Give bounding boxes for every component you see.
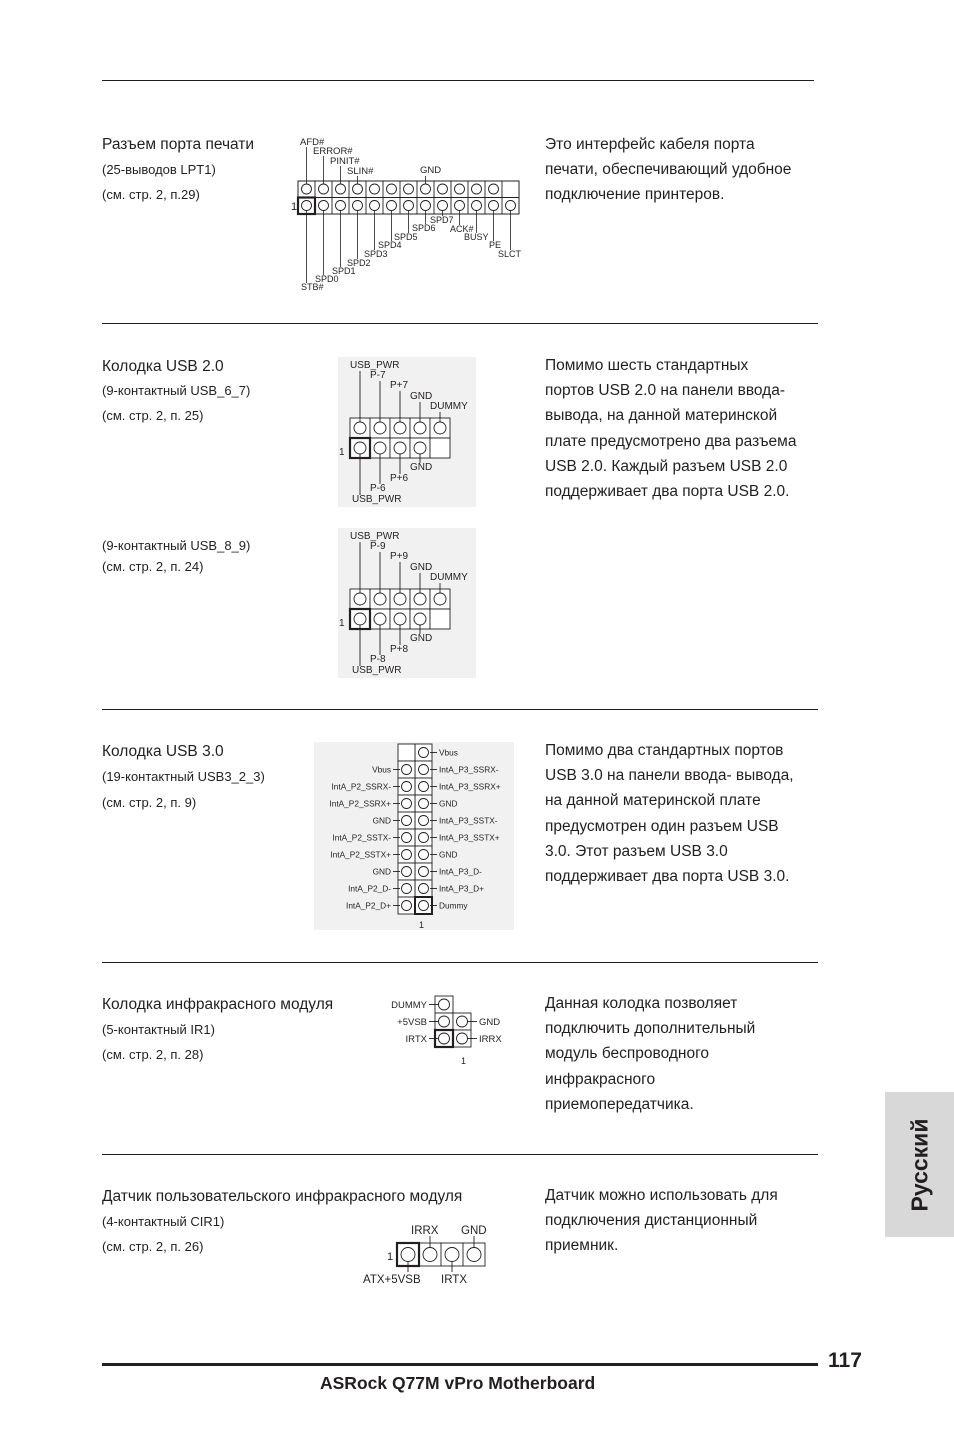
lpt-label-spd3: SPD3 xyxy=(364,249,388,259)
lpt-label-pinit: PINIT# xyxy=(330,156,360,167)
lpt-label-spd0: SPD0 xyxy=(315,274,339,284)
gnd-top-label: GND xyxy=(410,391,433,402)
lpt-label-spd2: SPD2 xyxy=(347,258,371,268)
usb3-pin-cell xyxy=(398,829,415,846)
p-plus-bottom-label: P+6 xyxy=(390,473,409,484)
cir-desc-line: приемник. xyxy=(545,1237,619,1255)
cir-description xyxy=(545,1183,835,1259)
usb2-description xyxy=(545,353,835,504)
ir-desc-line: модуль беспроводного xyxy=(545,1045,710,1063)
usb-6-7-connector-diagram xyxy=(338,357,476,507)
footer-rule xyxy=(102,1363,818,1366)
cir-desc-line: Датчик можно использовать для xyxy=(545,1187,778,1204)
usb3-pin-cell xyxy=(415,795,432,812)
cir-title: Датчик пользовательского инфракрасного модуля xyxy=(102,1188,463,1205)
lpt-label-ack: ACK# xyxy=(450,224,474,234)
usb2-desc-line: плате предусмотрено два разъема xyxy=(545,432,797,450)
usb3-right-label: GND xyxy=(439,798,458,809)
p-minus-top-label: P-9 xyxy=(370,541,386,552)
usb2-subtitle: (9-контактный USB_6_7) xyxy=(102,383,251,398)
section-divider xyxy=(102,962,818,963)
lpt-label-spd7: SPD7 xyxy=(430,215,454,225)
usb3-pin-cell xyxy=(415,778,432,795)
gnd-bottom-label: GND xyxy=(410,633,433,644)
usb3-right-label: IntA_P3_D- xyxy=(439,866,482,877)
p-plus-bottom-label: P+8 xyxy=(390,644,409,655)
usb3-right-label: GND xyxy=(439,849,458,860)
usb3-empty-cell xyxy=(398,744,415,761)
usb3-desc-line: поддерживает два порта USB 3.0. xyxy=(545,868,790,886)
cir-desc-line: подключения дистанционный xyxy=(545,1212,758,1230)
usb3-left-label: GND xyxy=(372,815,391,826)
usb2-desc-line: Помимо шесть стандартных xyxy=(545,357,749,374)
usb3-desc-line: Помимо два стандартных портов xyxy=(545,742,784,759)
p-plus-top-label: P+9 xyxy=(390,551,409,562)
usb3-right-label: Dummy xyxy=(439,900,468,911)
usb2-desc-line: поддерживает два порта USB 2.0. xyxy=(545,483,790,501)
usb3-connector-diagram xyxy=(314,742,514,930)
ir-subtitle: (5-контактный IR1) xyxy=(102,1022,215,1037)
lpt-desc-line: печати, обеспечивающий удобное xyxy=(545,161,792,179)
usb2-page-ref-2: (см. стр. 2, п. 24) xyxy=(102,559,204,574)
ir-5vsb-label: +5VSB xyxy=(397,1017,427,1028)
ir-gnd-label: GND xyxy=(479,1017,501,1028)
usb3-pin1-label: 1 xyxy=(419,920,425,930)
lpt-label-stb: STB# xyxy=(301,282,324,292)
usb-pwr-top-label: USB_PWR xyxy=(350,531,400,542)
usb3-desc-line: 3.0. Этот разъем USB 3.0 xyxy=(545,842,728,860)
cir-gnd-label: GND xyxy=(461,1225,487,1237)
usb-pwr-bottom-label: USB_PWR xyxy=(352,494,402,505)
lpt-title: Разъем порта печати xyxy=(102,136,255,153)
dummy-label: DUMMY xyxy=(430,401,468,412)
section-divider xyxy=(102,323,818,324)
section-divider xyxy=(102,709,818,710)
usb3-desc-line: USB 3.0 на панели ввода- вывода, xyxy=(545,767,794,785)
language-tab-label: Русский xyxy=(906,1118,932,1211)
usb3-description xyxy=(545,738,835,889)
lpt-desc-line: Это интерфейс кабеля порта xyxy=(545,136,755,153)
lpt-label-busy: BUSY xyxy=(464,232,489,242)
p-minus-bottom-label: P-6 xyxy=(370,483,386,494)
ir-desc-line: подключить дополнительный xyxy=(545,1020,756,1038)
usb3-pin-cell xyxy=(415,897,432,914)
usb3-left-label: Vbus xyxy=(372,764,391,775)
usb3-pin-cell xyxy=(398,812,415,829)
usb3-pin-cell xyxy=(415,846,432,863)
usb3-right-label: IntA_P3_D+ xyxy=(439,883,484,894)
usb2-pin-cell xyxy=(430,438,450,458)
usb3-left-label: IntA_P2_SSRX- xyxy=(331,781,391,792)
lpt-label-gnd: GND xyxy=(420,165,442,176)
cir-pin1-label: 1 xyxy=(387,1251,394,1263)
usb2-subtitle-2: (9-контактный USB_8_9) xyxy=(102,538,251,553)
section-divider xyxy=(102,1154,818,1155)
usb3-pin-cell xyxy=(415,880,432,897)
usb3-pin-cell xyxy=(398,863,415,880)
usb3-subtitle: (19-контактный USB3_2_3) xyxy=(102,769,265,784)
usb3-pin-cell xyxy=(415,744,432,761)
cir-connector-diagram xyxy=(360,1222,495,1288)
usb3-pin-cell xyxy=(415,863,432,880)
top-rule xyxy=(102,80,814,81)
ir-description xyxy=(545,991,835,1117)
cir-subtitle: (4-контактный CIR1) xyxy=(102,1214,225,1229)
cir-page-ref: (см. стр. 2, п. 26) xyxy=(102,1239,204,1254)
usb3-pin-cell xyxy=(398,761,415,778)
usb-pwr-bottom-label: USB_PWR xyxy=(352,665,402,676)
usb2-desc-line: вывода, на данной материнской xyxy=(545,407,778,425)
ir-connector-diagram xyxy=(380,994,515,1069)
usb3-desc-line: предусмотрен один разъем USB xyxy=(545,817,779,835)
usb2-title: Колодка USB 2.0 xyxy=(102,358,224,375)
usb2-desc-line: портов USB 2.0 на панели ввода- xyxy=(545,382,785,400)
pin1-label: 1 xyxy=(339,618,345,629)
lpt-label-error: ERROR# xyxy=(313,146,353,157)
ir-pin1-label: 1 xyxy=(461,1056,467,1066)
cir-atx-5vsb-label: ATX+5VSB xyxy=(363,1274,421,1286)
page-number: 117 xyxy=(828,1349,862,1372)
usb3-title: Колодка USB 3.0 xyxy=(102,743,224,760)
ir-page-ref: (см. стр. 2, п. 28) xyxy=(102,1047,204,1062)
ir-dummy-label: DUMMY xyxy=(391,1000,427,1011)
usb3-pin-cell xyxy=(398,846,415,863)
usb-pwr-top-label: USB_PWR xyxy=(350,360,400,371)
ir-desc-line: инфракрасного xyxy=(545,1070,656,1088)
ir-title: Колодка инфракрасного модуля xyxy=(102,996,334,1013)
usb2-desc-line: USB 2.0. Каждый разъем USB 2.0 xyxy=(545,457,788,475)
lpt-label-slin: SLIN# xyxy=(347,166,374,177)
cir-irtx-label: IRTX xyxy=(441,1274,467,1286)
lpt-label-spd5: SPD5 xyxy=(394,232,418,242)
lpt-label-afd: AFD# xyxy=(300,137,325,148)
usb3-left-label: IntA_P2_SSRX+ xyxy=(329,798,391,809)
usb3-pin-cell xyxy=(398,880,415,897)
usb2-page-ref: (см. стр. 2, п. 25) xyxy=(102,408,204,423)
usb3-pin-cell xyxy=(398,897,415,914)
p-minus-bottom-label: P-8 xyxy=(370,654,386,665)
usb3-left-label: IntA_P2_D+ xyxy=(346,900,391,911)
ir-irtx-label: IRTX xyxy=(405,1034,427,1045)
usb3-right-label: IntA_P3_SSRX- xyxy=(439,764,499,775)
lpt-pin1-label: 1 xyxy=(291,201,298,213)
usb-8-9-connector-diagram xyxy=(338,528,476,678)
ir-desc-line: приемопередатчика. xyxy=(545,1095,694,1113)
language-side-tab xyxy=(885,1092,954,1237)
usb3-page-ref: (см. стр. 2, п. 9) xyxy=(102,795,197,810)
gnd-top-label: GND xyxy=(410,562,433,573)
usb3-desc-line: на данной материнской плате xyxy=(545,792,761,810)
ir-irrx-label: IRRX xyxy=(479,1034,502,1045)
lpt-desc-line: подключение принтеров. xyxy=(545,186,725,204)
lpt-label-slct: SLCT xyxy=(498,249,522,259)
usb3-left-label: IntA_P2_D- xyxy=(348,883,391,894)
usb3-pin-cell xyxy=(415,761,432,778)
usb3-pin-cell xyxy=(415,829,432,846)
usb3-pin-cell xyxy=(398,795,415,812)
lpt-label-spd6: SPD6 xyxy=(412,223,436,233)
footer-product-name: ASRock Q77M vPro Motherboard xyxy=(320,1373,596,1393)
p-minus-top-label: P-7 xyxy=(370,370,386,381)
lpt-label-pe: PE xyxy=(489,240,502,250)
usb3-left-label: GND xyxy=(372,866,391,877)
lpt-label-spd1: SPD1 xyxy=(332,266,356,276)
lpt-page-ref: (см. стр. 2, п.29) xyxy=(102,187,200,202)
usb3-left-label: IntA_P2_SSTX- xyxy=(332,832,391,843)
lpt-description xyxy=(545,132,835,208)
lpt-subtitle: (25-выводов LPT1) xyxy=(102,162,216,177)
usb3-right-label: IntA_P3_SSTX+ xyxy=(439,832,500,843)
pin1-label: 1 xyxy=(339,447,345,458)
usb3-pin-cell xyxy=(415,812,432,829)
usb2-pin-cell xyxy=(430,609,450,629)
usb3-right-label: Vbus xyxy=(439,747,458,758)
usb3-pin-cell xyxy=(398,778,415,795)
usb3-right-label: IntA_P3_SSTX- xyxy=(439,815,498,826)
usb3-right-label: IntA_P3_SSRX+ xyxy=(439,781,501,792)
usb3-left-label: IntA_P2_SSTX+ xyxy=(330,849,391,860)
lpt-connector-diagram xyxy=(290,132,530,297)
lpt-label-spd4: SPD4 xyxy=(378,240,402,250)
gnd-bottom-label: GND xyxy=(410,462,433,473)
dummy-label: DUMMY xyxy=(430,572,468,583)
p-plus-top-label: P+7 xyxy=(390,380,409,391)
ir-desc-line: Данная колодка позволяет xyxy=(545,995,738,1012)
cir-irrx-label: IRRX xyxy=(411,1225,439,1237)
